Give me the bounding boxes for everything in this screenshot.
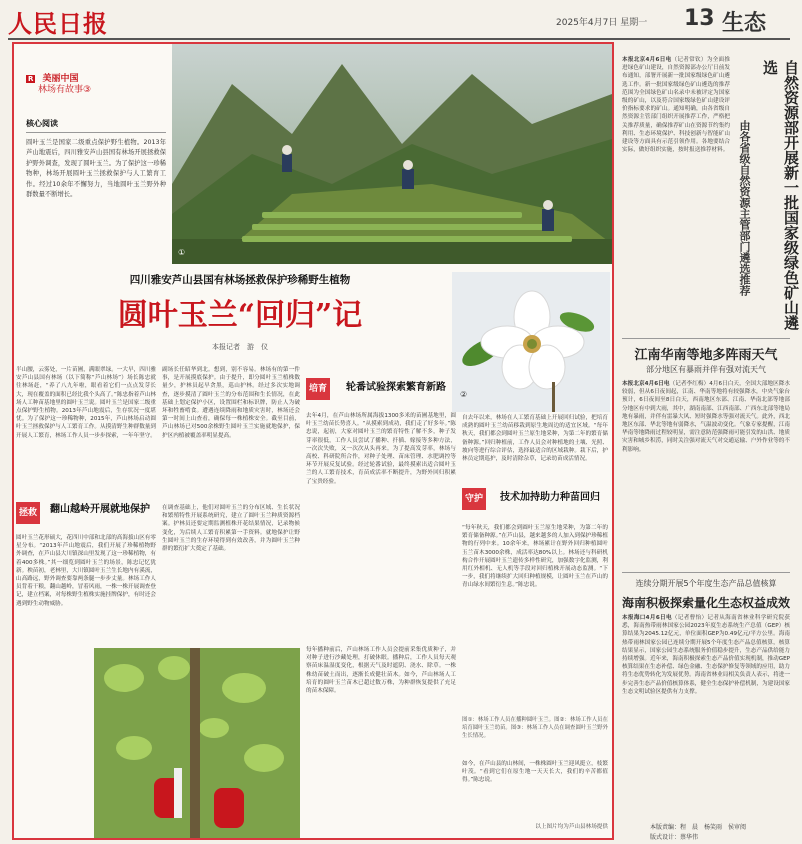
photo-caption: 图①：林场工作人员在播种圆叶玉兰。图②：林场工作人员在培育圆叶玉兰幼苗。图③：林场工作人员在调查圆叶玉兰野外生长情况。 [462, 717, 608, 739]
story1-title: 自然资源部开展新一批国家级绿色矿山遴选 [761, 60, 800, 330]
photo-credit: 以上图片均为芦山县林场提供 [535, 824, 608, 830]
feature-kicker: 四川雅安芦山县国有林场拯救保护珍稀野生植物 [129, 274, 351, 286]
story2-subtitle: 部分地区有暴雨并伴有强对流天气 [646, 365, 766, 374]
section-heading-2 [306, 378, 456, 408]
column-tag [26, 66, 146, 84]
photo-survey-image [94, 648, 300, 838]
photo-planting [172, 44, 612, 264]
photo-survey [94, 648, 300, 838]
photo-magnolia-image [452, 272, 610, 412]
story2-text: （记者李红梅）4月6日白天，全国大部地区降水较弱，但从6日夜间起，江南、华南等地将有较强降水，中央气象台预计，6日夜间至8日白天，西南地区东部、江南、华南北部等地部分地区有中到大雨，其中，湖南南部、江西南部、广西东北部等地局地有暴雨，并伴有雷暴大风、短时强降水等强对流天气。此外，西北地区东部、华北等地有弱降水，气温波动变化。气象专家提醒，江南华南等地降雨过程较明显，需注意防范强降雨可能引发的山洪、地质灾害和城乡积涝，同时关注强对流天气对交通运输、户外作业等的不利影响。 [622, 381, 790, 453]
section-tag-2: 培育 [306, 378, 330, 400]
masthead [0, 0, 797, 40]
core-reading-label: 核心阅读 [26, 119, 58, 128]
story2-title: 江南华南等地多阵雨天气 [634, 348, 778, 363]
core-reading-rule [26, 132, 166, 133]
column-r-icon: R [28, 75, 34, 83]
col4b-text: “每年秋天，我们都会到圆叶玉兰原生地采种，为第二年的繁育储备种源。”在芦山县，越来越多的人加入到保护珍稀植物的行列中来。10余年来，林场累计在野外回归种植圆叶玉兰苗木3000余株，成活率达80%以上。林场还与科研机构合作开展圆叶玉兰遗传多样性研究，加强数字化监测，利用红外相机、无人机等手段对回归植株开展动态监测。“下一步，我们将继续扩大回归种植规模，让圆叶玉兰在芦山的青山绿水间繁衍生息。”陈忠说。 [462, 525, 608, 589]
story3-text: （记者曹怡）记者从海南省林业科学研究院获悉，海南热带雨林国家公园2023年度生态系统生产总值（GEP）核算结果为2045.12亿元，单位面积GEP为0.49亿元/平方公里。海南热带雨林国家公园已连续分期开展5个年度生态产品总值核算，核算结果显示，国家公园生态系统服务价值稳步提升，生态产品供给能力持续增强。近年来，海南积极探索生态产品价值实现机制，推动GEP核算结果在生态补偿、绿色金融、生态保护修复等领域的应用，助力将生态优势转化为发展优势。海南省林业局相关负责人表示，将进一步完善生态产品价值核算体系，健全生态保护补偿机制，为建设国家生态文明试验区提供有力支撑。 [622, 615, 790, 695]
section-heading-1 [16, 500, 156, 530]
issue-date: 2025年4月7日 星期一 [556, 18, 648, 28]
col1b-text: 圆叶玉兰花形硕大，花四川中部和北部的高海拔山区有零星分布。“2013年芦山地震后，我们开展了珍稀植物野外调查，在芦山县大川镇深山里发现了这一珍稀植物，有着400多株。”其一细览到圆叶玉兰的场景，陈忠记忆犹新。秧苗初，老林里，大川镇圆叶玉兰生长地内有溪流，山高路远，野外调查要靠两条腿一步步丈量。林场工作人员背着干粮，翻山越岭，冒着风雨，一株一株开展调查登记，建立档案，对每株野生植株实施挂牌保护，有时还会遇到野生动物威胁。 [16, 535, 156, 607]
designer-credit: 版式设计：蔡华伟 [650, 834, 699, 841]
feature-headline: 圆叶玉兰“回归”记 [117, 298, 363, 333]
section-tag-3: 守护 [462, 488, 486, 510]
photo-mark-1: ① [178, 248, 186, 257]
photo-planting-image [172, 44, 612, 264]
section-tag-1: 拯救 [16, 502, 40, 524]
story1 [622, 56, 730, 332]
story3-body [622, 614, 790, 816]
right-rule-1 [622, 338, 790, 339]
col4-text: 自去年以来，林场在人工繁育基础上开展回归试验，把培育成熟的圆叶玉兰幼苗移栽到原生地周边的适宜区域。“每年秋天，我们都会到圆叶玉兰原生地采种，为第二年的繁育储备种源。”回归种植前，工作人员会对种植地的土壤、光照、坡向等进行综合评估，选择最适合的区域栽种。栽下后，护林员定期巡护，及时清除杂草，记录幼苗成活情况。 [462, 415, 608, 463]
story2-body [622, 380, 790, 566]
masthead-rule [8, 38, 790, 40]
page-number: 13 [684, 6, 715, 31]
story2-dateline: 本报北京4月6日电 [622, 381, 670, 387]
story3-kicker: 连续分期开展5个年度生态产品总值核算 [635, 579, 777, 588]
col4c-text: 如今，在芦山县的山林间，一株株圆叶玉兰迎风挺立，枝繁叶茂。“看到它们在原生地一天天长大，我们的辛苦都值得。”陈忠说。 [462, 761, 608, 784]
col1-text: 半山腰，云雾处，一片苗圃，满眼翠绿。一大早，四川雅安芦山县国有林场（以下简称“芦山林场”）场长陈忠就往林场赶，“养了八九年啦，眼看着它们一点点发芽长大，现在覆盖的面积已经比我个头高了。”陈忠指着芦山林场人工种苗基地里的圆叶玉兰说。圆叶玉兰是国家二级重点保护野生植物。2013年芦山地震后，生存状况一度堪忧。为了保护这一珍稀物种，2015年，芦山林场启动圆叶玉兰拯救保护与人工繁育工作。从摸清野生种群数量到开展人工繁育，林场工作人员一步步探索，一年年坚守。 [16, 367, 156, 439]
feature-byline: 本报记者 游 仪 [212, 343, 268, 351]
col2-text: 副场长任昭华到北。想到，别不容易。林场有的第一件事，是开展摸底保护。由于提升，即分圆叶玉兰植株数量少，护林员起早贪黑，巡山护林。经过多次实地调查，逐步摸清了圆叶玉兰的分布范围和生长情况，在此基础上划定保护小区，设置围栏和标识牌，防止人为破坏和牲畜啃食。遭遇连续降雨和地质灾害时，林场还会第一时间上山查看，确保每一株植株安全。截至目前，芦山林场已对500余株野生圆叶玉兰实施就地保护，保护区内植被覆盖率明显提高。 [162, 367, 300, 439]
col3b-text: 每年播种前后，芦山林场工作人员会提前采集优质种子，并对种子进行沙藏处理，打破休眠。播种后，工作人员每天观察苗床温湿度变化，根据天气及时遮阴、浇水、除草。一株株幼苗破土而出，逐渐长成健壮苗木。如今，芦山林场人工培育的圆叶玉兰苗木已超过数万株，为种群恢复提供了充足的苗木保障。 [306, 647, 456, 695]
photo-magnolia [452, 272, 610, 412]
core-reading-text: 圆叶玉兰是国家二级重点保护野生植物。2013年芦山地震后，四川雅安芦山县国有林场开展拯救保护野外调查，发现了圆叶玉兰。为了保护这一珍稀物种，林场开展圆叶玉兰拯救保护与人工繁育工作。经过10余年不懈努力，当地圆叶玉兰野外种群数量不断增长。 [26, 139, 166, 199]
photo-mark-2: ② [460, 390, 468, 399]
section-title-1: 翻山越岭开展就地保护 [50, 504, 150, 515]
col3-text: 去年4月，在芦山林场所属海拔1300多米的苗圃基地里，圆叶玉兰幼苗长势喜人。“从摸索到成功，我们走了好多年。”陈忠说，起初，大家对圆叶玉兰的繁育特性了解不多，种子发芽率很低，工作人员尝试了播种、扦插、嫁接等多种方法，一次次失败，又一次次从头再来。为了提高发芽率，林场与高校、科研院所合作，对种子处理、苗床管理、水肥调控等环节开展反复试验。经过轮番试验，最终摸索出适合圆叶玉兰的人工繁育技术，育苗成活率不断提升，为野外回归积累了宝贵经验。 [306, 413, 456, 485]
section-title-2: 轮番试验探索繁育新路 [346, 382, 446, 393]
story1-text: （记者常钦）为全面推进绿色矿山建设，自然资源部办公厅日前发布通知，部署开展新一批国家级绿色矿山遴选工作。新一批国家级绿色矿山遴选的推荐范围为全国绿色矿山名录中未被评定为国家级的矿山，以及符合国家级绿色矿山建设评价指标要求的矿山。通知明确，由各省级自然资源主管部门组织开展推荐工作，严格把关推荐质量，确保推荐矿山在资源节约集约利用、生态环境保护、科技创新与智能矿山建设等方面具有示范引领作用。各地要结合实际，做好组织实施，按时报送推荐材料。 [622, 57, 730, 154]
column-tag-label: 美丽中国 [42, 74, 79, 84]
story1-subtitle: 由各省级自然资源主管部门遴选推荐 [738, 120, 751, 296]
story1-dateline: 本报北京4月6日电 [622, 57, 672, 63]
right-rule-2 [622, 572, 790, 573]
editors-credit: 本版责编：程 晨 杨笑雨 侯审阅 [650, 824, 747, 831]
section-heading-3 [462, 488, 608, 518]
section-title-3: 技术加持助力种苗回归 [500, 492, 600, 503]
col2b-text: 在调查基础上，他们对圆叶玉兰的分布区域、生长状况和繁殖特性开展系统研究，建立了圆叶玉兰种质资源档案。护林员还要定期监测植株开花结果情况，记录物候变化，为后续人工繁育积累第一手资料。就地保护让野生圆叶玉兰的生存环境得到有效改善，并为圆叶玉兰种群的繁衍扩大奠定了基础。 [162, 505, 300, 553]
story3-title: 海南积极探索量化生态权益成效 [622, 596, 791, 610]
story3-dateline: 本报海口4月6日电 [622, 615, 672, 621]
newspaper-logo: 人民日报 [8, 9, 108, 38]
column-series: 林场有故事③ [38, 85, 92, 95]
section-name: 生态 [722, 10, 767, 36]
story1-body [622, 56, 730, 332]
